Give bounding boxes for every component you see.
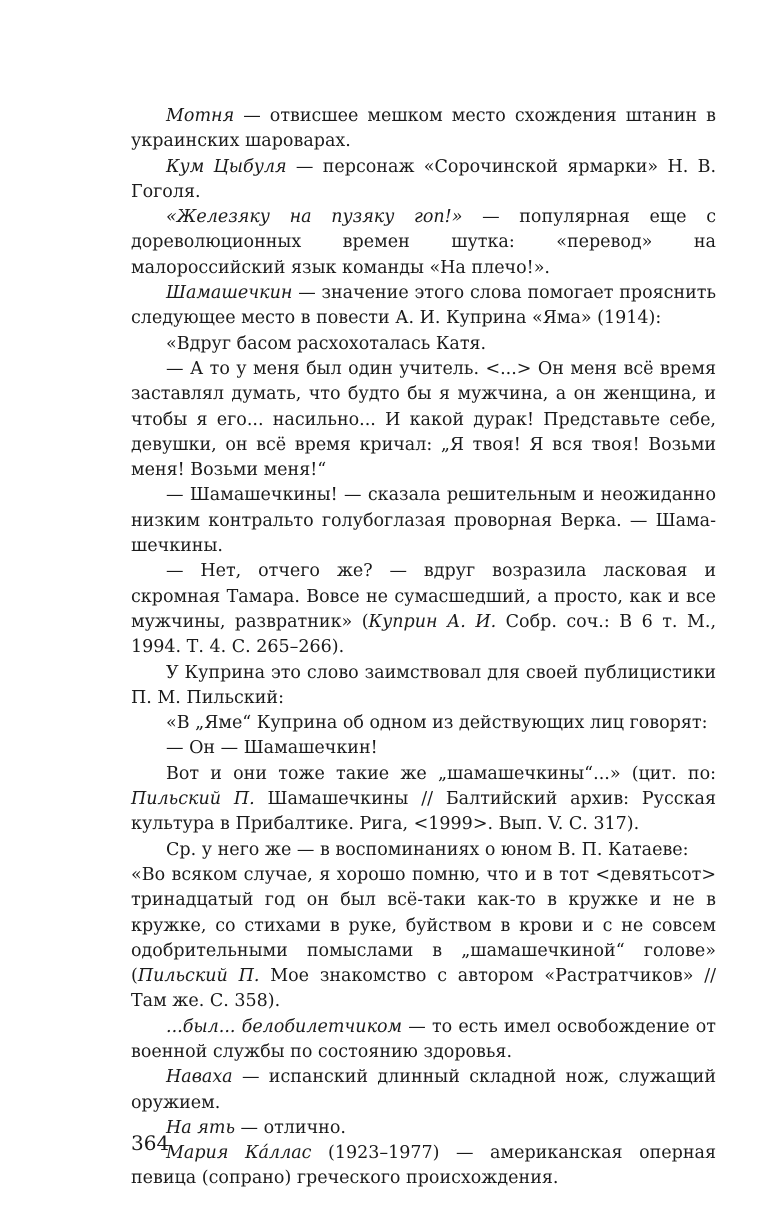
text-run: Шамашечкины // Балтийский архив: Русская культура в Прибалтике. Рига, <1999>. Вып. V. С. 317). [131, 789, 716, 835]
paragraph [131, 711, 716, 736]
text-run: Вот и они тоже такие же „шамашечкины“...» (цит. по: [166, 763, 716, 784]
page-number: 364 [131, 1131, 170, 1155]
text-run: — отлично. [234, 1117, 346, 1138]
text-run: — Шамашечкины! — сказала решительным и неожиданно низким контральто голубоглазая проворная Верка. — Шамашечкины. [131, 485, 716, 557]
text-run: Ср. у него же — в воспоминаниях о юном В. П. Катаеве: [166, 839, 689, 860]
italic-term: Пильский П. [131, 789, 255, 810]
paragraph [131, 762, 716, 838]
text-run: Мое знакомство с автором «Растратчиков» // Там же. С. 358). [131, 966, 716, 1012]
paragraph [131, 661, 716, 712]
text-run: — значение этого слова помогает прояснить следующее место в повести А. И. Куприна «Яма» (1914): [131, 283, 716, 329]
italic-term: Кум Цыбуля [166, 156, 287, 177]
italic-term: Наваха [166, 1067, 233, 1088]
text-run: «Вдруг басом расхохоталась Катя. [166, 333, 487, 354]
text-run: «Во всяком случае, я хорошо помню, что и в тот <девятьсот> тринадцатый год он был всё-таки как-то в кружке и не в кружке, со стихами в руке, буйством в крови и с не совсем одобрительными помыслами в „шамашечкиной“ голове» ( [131, 864, 716, 987]
italic-term: ...был... белобилетчиком [166, 1016, 403, 1037]
paragraph [131, 483, 716, 559]
body-text [131, 104, 716, 1192]
paragraph [131, 736, 716, 761]
italic-term: На ять [166, 1117, 235, 1138]
italic-term: Пильский П. [137, 966, 260, 987]
italic-term: Мотня [166, 106, 235, 126]
text-run: — персонаж «Сорочинской ярмарки» Н. В. Гоголя. [131, 156, 717, 202]
paragraph [131, 332, 716, 357]
italic-term: Куприн А. И. [368, 611, 497, 632]
text-run: — Он — Шамашечкин! [166, 738, 378, 759]
paragraph [131, 1065, 716, 1116]
paragraph [131, 281, 716, 332]
text-run: — то есть имел освобождение от военной службы по состоянию здоровья. [131, 1016, 716, 1062]
paragraph [131, 1015, 716, 1066]
paragraph [131, 1116, 716, 1141]
paragraph [131, 559, 716, 660]
paragraph [131, 1141, 716, 1192]
text-run: «В „Яме“ Куприна об одном из действующих лиц говорят: [166, 713, 708, 734]
italic-term: Шамашечкин [166, 283, 293, 304]
text-run: У Куприна это слово заимствовал для своей публицистики П. М. Пильский: [131, 662, 716, 708]
paragraph [131, 838, 716, 863]
text-run: Собр. соч.: В 6 т. М., 1994. Т. 4. С. 265–266). [131, 611, 717, 658]
text-run: (1923–1977) — американская оперная певица (сопрано) греческого происхождения. [131, 1143, 716, 1189]
text-run: — испанский длинный складной нож, служащий оружием. [131, 1067, 716, 1113]
paragraph [131, 863, 716, 1015]
paragraph [131, 104, 716, 155]
paragraph [131, 155, 716, 206]
text-run: — отвисшее мешком место схождения штанин в украинских шароварах. [131, 106, 716, 152]
italic-term: Мария Ка́ллас [166, 1143, 312, 1164]
paragraph [131, 205, 716, 281]
text-run: — Нет, отчего же? — вдруг возразила ласковая и скромная Тамара. Вовсе не сумасшедший, а просто, как и все мужчины, развратник» ( [131, 561, 716, 632]
italic-term: «Железяку на пузяку гоп!» [166, 207, 463, 228]
text-run: — популярная еще с дореволюционных времен шутка: «перевод» на малороссийский язык команды «На плечо!». [131, 207, 716, 278]
paragraph [131, 357, 716, 483]
text-run: — А то у меня был один учитель. <...> Он меня всё время заставлял думать, что будто бы я мужчина, а он женщина, и чтобы я его... насильно... И какой дурак! Представьте себе, девушки, он всё время кричал: „Я твоя! Я вся твоя! Возьми меня! Возьми меня!“ [131, 358, 716, 481]
